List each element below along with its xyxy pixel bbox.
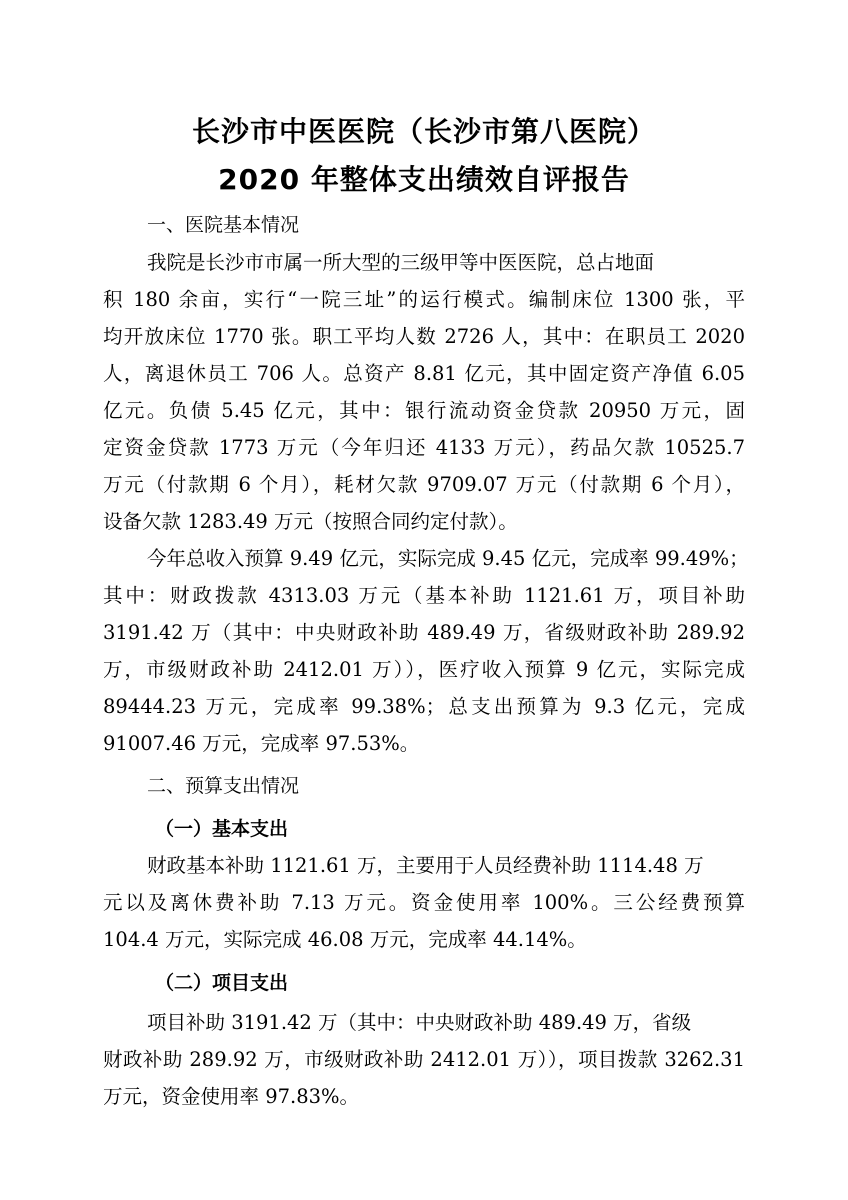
document-title-line-2: 2020 年整体支出绩效自评报告 <box>218 163 630 196</box>
paragraph-line: 3191.42 万（其中：中央财政补助 489.49 万，省级财政补助 289.92 <box>103 621 745 644</box>
paragraph-line: 均开放床位 1770 张。职工平均人数 2726 人，其中：在职员工 2020 <box>103 325 745 348</box>
subsection-heading-project-expenditure: （二）项目支出 <box>155 972 289 994</box>
paragraph-line: 元以及离休费补助 7.13 万元。资金使用率 100%。三公经费预算 <box>103 891 745 914</box>
paragraph-line: 万，市级财政补助 2412.01 万）），医疗收入预算 9 亿元，实际完成 <box>103 658 745 681</box>
paragraph-line: 我院是长沙市市属一所大型的三级甲等中医医院，总占地面 <box>147 251 655 274</box>
paragraph-line: 89444.23 万元，完成率 99.38%；总支出预算为 9.3 亿元，完成 <box>103 695 745 718</box>
document-title-line-1: 长沙市中医医院（长沙市第八医院） <box>191 115 656 148</box>
paragraph-line: 项目补助 3191.42 万（其中：中央财政补助 489.49 万，省级 <box>147 1011 692 1034</box>
section-heading-budget-expenditure: 二、预算支出情况 <box>147 775 300 797</box>
paragraph-line: 万元，资金使用率 97.83%。 <box>103 1085 360 1108</box>
paragraph-line: 今年总收入预算 9.49 亿元，实际完成 9.45 亿元，完成率 99.49%； <box>147 547 749 570</box>
paragraph-line: 亿元。负债 5.45 亿元，其中：银行流动资金贷款 20950 万元，固 <box>103 399 745 422</box>
paragraph-line: 设备欠款 1283.49 万元（按照合同约定付款）。 <box>103 510 518 533</box>
paragraph-line: 万元（付款期 6 个月），耗材欠款 9709.07 万元（付款期 6 个月）， <box>103 473 745 496</box>
subsection-heading-basic-expenditure: （一）基本支出 <box>155 818 289 840</box>
paragraph-line: 积 180 余亩，实行“一院三址”的运行模式。编制床位 1300 张，平 <box>103 288 745 311</box>
paragraph-line: 定资金贷款 1773 万元（今年归还 4133 万元），药品欠款 10525.7 <box>103 436 745 459</box>
paragraph-line: 人，离退休员工 706 人。总资产 8.81 亿元，其中固定资产净值 6.05 <box>103 362 745 385</box>
paragraph-line: 财政基本补助 1121.61 万，主要用于人员经费补助 1114.48 万 <box>147 854 704 877</box>
paragraph-line: 其中：财政拨款 4313.03 万元（基本补助 1121.61 万，项目补助 <box>103 584 745 607</box>
paragraph-line: 财政补助 289.92 万，市级财政补助 2412.01 万）），项目拨款 3262.31 <box>103 1048 745 1071</box>
paragraph-line: 91007.46 万元，完成率 97.53%。 <box>103 732 420 755</box>
paragraph-line: 104.4 万元，实际完成 46.08 万元，完成率 44.14%。 <box>103 928 587 951</box>
section-heading-basic-info: 一、医院基本情况 <box>147 214 300 236</box>
